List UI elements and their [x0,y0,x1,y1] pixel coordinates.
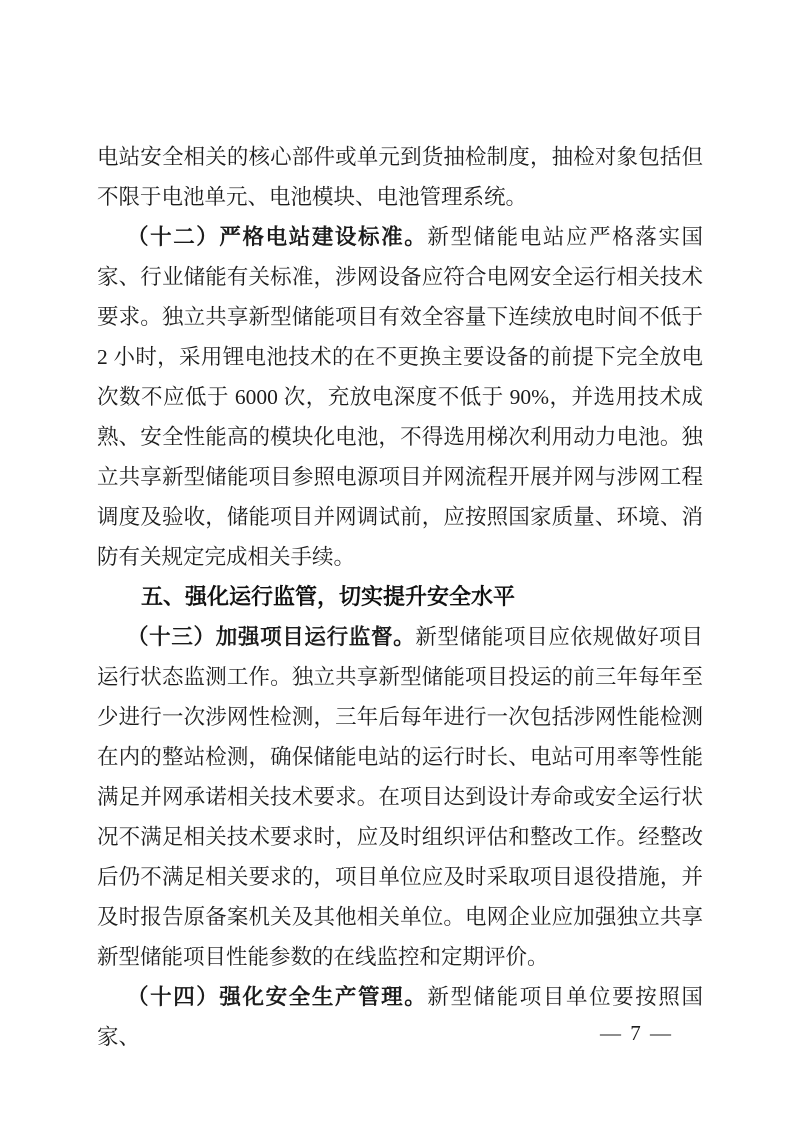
paragraph-text: 新型储能项目应依规做好项目运行状态监测工作。独立共享新型储能项目投运的前三年每年至少进行一次涉网性检测，三年后每年进行一次包括涉网性能检测在内的整站检测，确保储能电站的运行时长、电站可用率等性能满足并网承诺相关技术要求。在项目达到设计寿命或安全运行状况不满足相关技术要求时，应及时组织评估和整改工作。经整改后仍不满足相关要求的，项目单位应及时采取项目退役措施，并及时报告原备案机关及其他相关单位。电网企业应加强独立共享新型储能项目性能参数的在线监控和定期评价。 [97,625,703,969]
paragraph-text: 新型储能电站应严格落实国家、行业储能有关标准，涉网设备应符合电网安全运行相关技术要求。独立共享新型储能项目有效全容量下连续放电时间不低于 2 小时，采用锂电池技术的在不更换主要设备的前提下完全放电次数不应低于 6000 次，充放电深度不低于 90%，并选用技术成熟、安全性能高的模块化电池，不得选用梯次利用动力电池。独立共享新型储能项目参照电源项目并网流程开展并网与涉网工程调度及验收，储能项目并网调试前，应按照国家质量、环境、消防有关规定完成相关手续。 [97,225,703,569]
paragraph-lead: （十四）强化安全生产管理。 [127,985,428,1009]
paragraph-continuation [97,137,703,217]
page-number: — 7 — [600,1021,673,1045]
paragraph-item-13 [97,617,703,977]
paragraph-text: 新型储能项目单位要按照国家、 [97,985,703,1049]
paragraph-item-12 [97,217,703,577]
document-body [97,137,703,1057]
paragraph-text: 电站安全相关的核心部件或单元到货抽检制度，抽检对象包括但不限于电池单元、电池模块、电池管理系统。 [97,145,703,209]
paragraph-lead: （十二）严格电站建设标准。 [127,225,428,249]
section-heading: 五、强化运行监管，切实提升安全水平 [141,584,516,609]
paragraph-lead: （十三）加强项目运行监督。 [127,625,416,649]
